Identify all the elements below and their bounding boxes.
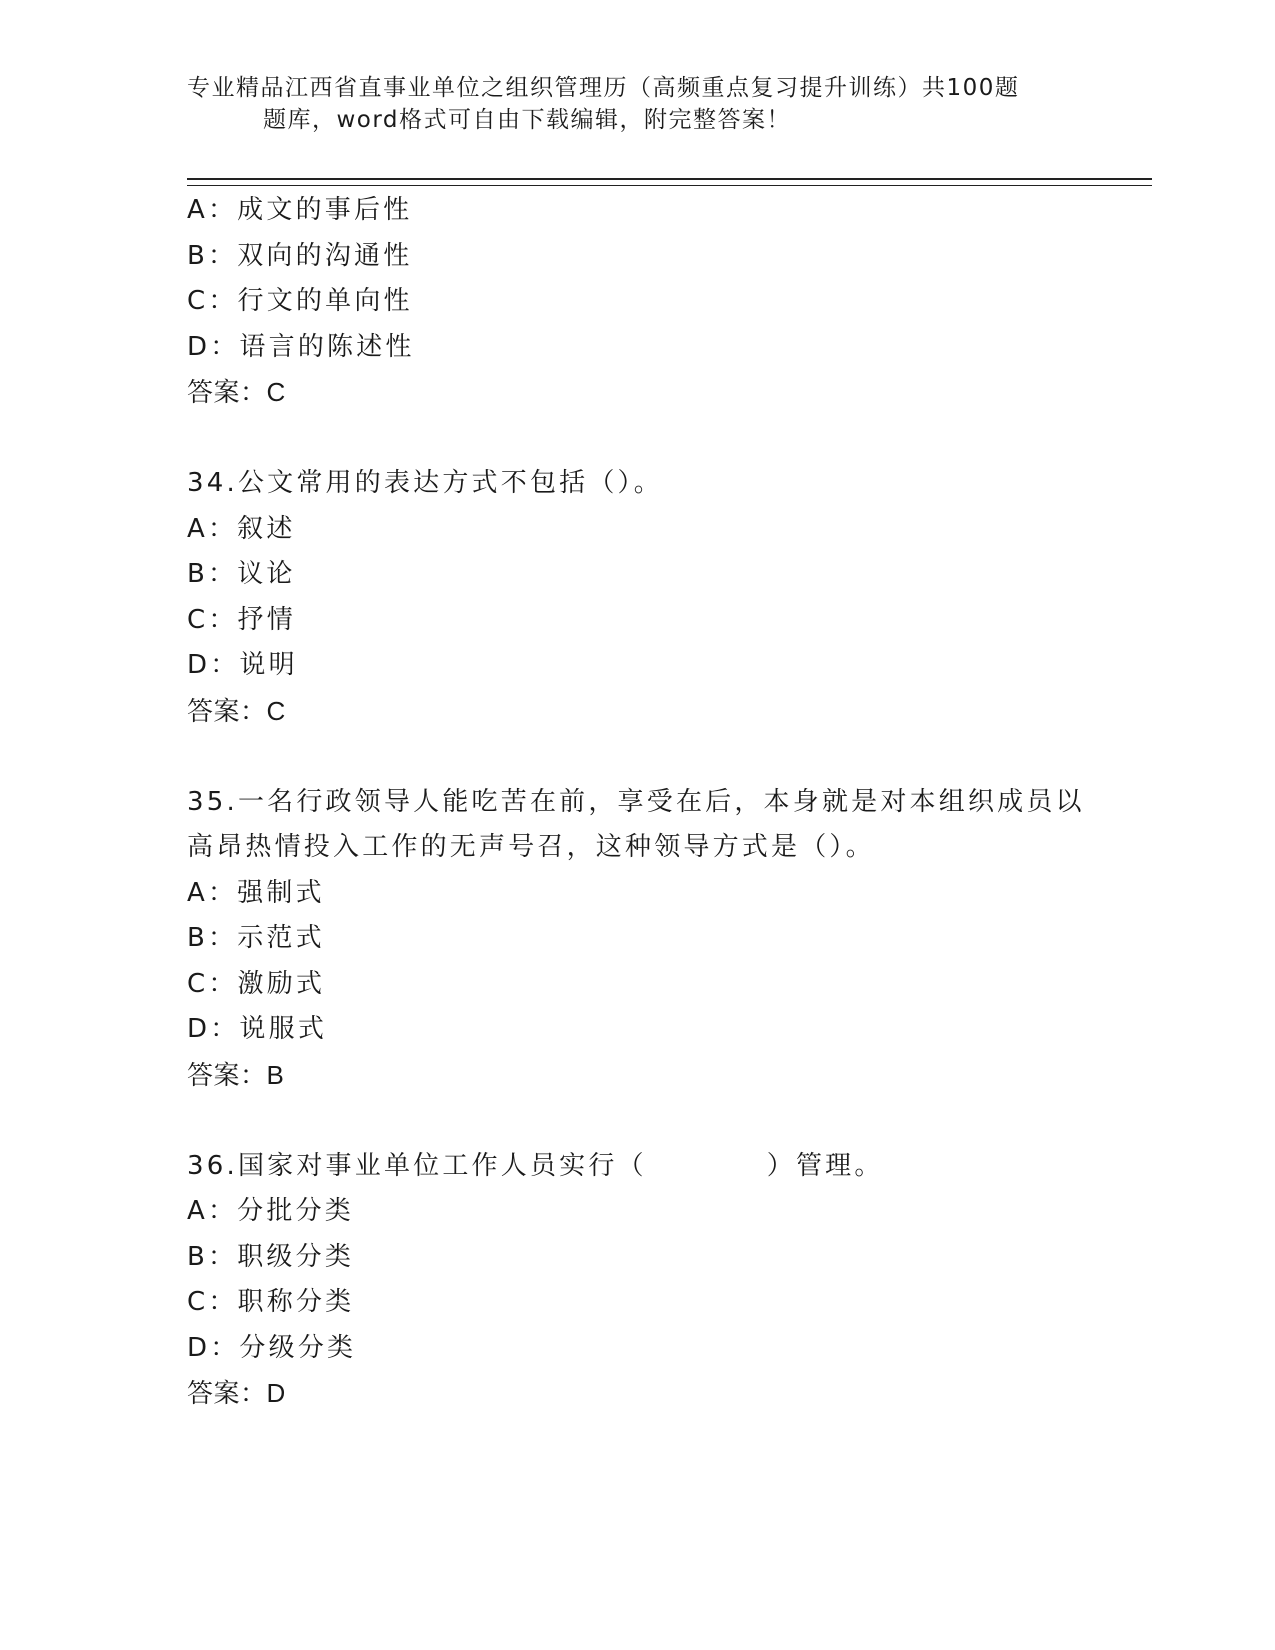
option-d: D：说明 xyxy=(187,650,298,680)
answer: 答案：B xyxy=(187,1059,285,1090)
spacer xyxy=(187,734,1087,780)
option-c: C：行文的单向性 xyxy=(187,286,413,316)
question-list xyxy=(187,188,1087,1417)
option-c: C：职称分类 xyxy=(187,1287,355,1317)
answer: 答案：C xyxy=(187,695,286,726)
option-a: A：叙述 xyxy=(187,513,296,544)
header-divider xyxy=(187,178,1152,186)
question-36 xyxy=(187,1144,1087,1417)
header-line-2: 题库，word格式可自由下载编辑，附完整答案！ xyxy=(263,107,792,133)
answer: 答案：D xyxy=(187,1378,286,1408)
option-a: A：强制式 xyxy=(187,877,325,908)
option-b: B：议论 xyxy=(187,559,296,589)
question-34 xyxy=(187,461,1087,734)
option-b: B：双向的沟通性 xyxy=(187,240,413,271)
question-stem xyxy=(187,1144,1087,1190)
option-d: D：说服式 xyxy=(187,1014,328,1044)
question-33-continued xyxy=(187,188,1087,416)
question-35 xyxy=(187,780,1087,1099)
document-header xyxy=(187,72,1067,136)
spacer xyxy=(187,1098,1087,1144)
question-stem-line-2: 高昂热情投入工作的无声号召，这种领导方式是（）。 xyxy=(187,832,875,862)
question-stem-line-1: 35.一名行政领导人能吃苦在前，享受在后，本身就是对本组织成员以 xyxy=(187,786,1085,817)
option-a: A：分批分类 xyxy=(187,1196,354,1226)
option-a: A：成文的事后性 xyxy=(187,195,413,225)
spacer xyxy=(187,416,1087,462)
question-stem-after-blank: ）管理。 xyxy=(766,1150,884,1181)
option-b: B：示范式 xyxy=(187,923,325,953)
option-b: B：职级分类 xyxy=(187,1241,355,1272)
option-c: C：激励式 xyxy=(187,968,326,999)
option-d: D：语言的陈述性 xyxy=(187,331,415,362)
answer: 答案：C xyxy=(187,377,286,407)
option-d: D：分级分类 xyxy=(187,1332,357,1363)
option-c: C：抒情 xyxy=(187,604,296,635)
header-line-1: 专业精品江西省直事业单位之组织管理历（高频重点复习提升训练）共100题 xyxy=(187,75,1020,101)
question-stem: 34.公文常用的表达方式不包括（）。 xyxy=(187,468,663,498)
question-stem-before-blank: 36.国家对事业单位工作人员实行（ xyxy=(187,1150,647,1181)
